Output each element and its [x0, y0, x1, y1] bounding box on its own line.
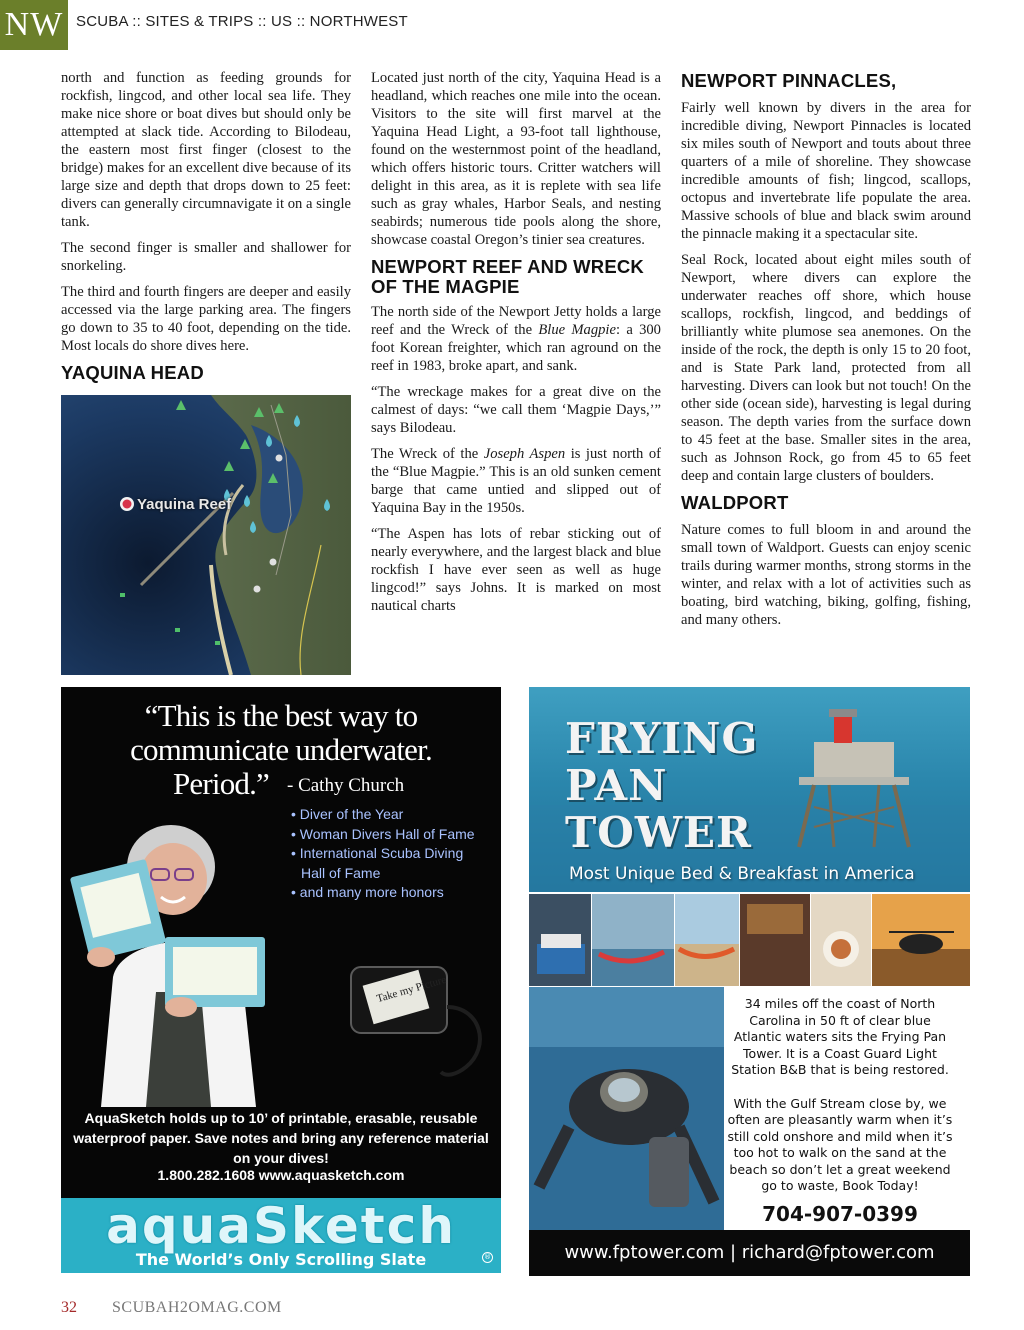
fptower-description — [725, 996, 955, 1212]
paragraph: Fairly well known by divers in the area for incredible diving, Newport Pinnacles is located six miles south of Newport and touts about three quarters of a mile of shoreline. They showcase incredible amounts of fish; lingcod, scallops, octopus and invertebrate life populate the area. Massive schools of blue and black swim around the pinnacle making it a spectacular site. — [681, 100, 971, 242]
section-heading-yaquina-head: YAQUINA HEAD — [61, 362, 204, 383]
paragraph: Located just north of the city, Yaquina Head is a headland, which reaches one mile into the ocean. Visitors to the site will first marvel at the Yaquina Head Light, a 93-foot tall lighthouse, found on the westernmost point of the headland, which offers historic tours. Critter watchers will delight in this area, as it is replete with sea life such as gray whales, Harbor Seals, and nesting seabirds; numerous tide pools along the shore, showcase coastal Oregon’s tinier sea creatures. — [371, 70, 661, 248]
paragraph: With the Gulf Stream close by, we often are pleasantly warm when it’s still cold onshore and mild when it’s too hot to walk on the sand at the beach so don’t let a great weekend go to waste, Book Today! — [727, 1095, 953, 1193]
ad-quote: “This is the best way to communicate underwater. Period.” — [130, 698, 432, 801]
article-column-3 — [681, 69, 971, 637]
section-heading-newport-pinnacles: NEWPORT PINNACLES, — [681, 70, 897, 91]
honors-list — [291, 805, 475, 903]
paragraph: “The wreckage makes for a great dive on the calmest of days: “we call them ‘Magpie Days,’” says Bilodeau. — [371, 384, 661, 436]
paragraph: The second finger is smaller and shallower for snorkeling. — [61, 240, 351, 274]
paragraph: The Wreck of the Joseph Aspen is just north of the “Blue Magpie.” This is an old sunken cement barge that came untied and slipped out of Yaquina Bay in the 1950s. — [371, 446, 661, 516]
paragraph: The north side of the Newport Jetty holds a large reef and the Wreck of the Blue Magpie: a 300 foot Korean freighter, which ran aground on the reef in 1983, broke apart, and sank. — [371, 304, 661, 374]
paragraph: Nature comes to full bloom in and around the small town of Waldport. Guests can enjoy scenic trails during warmer months, strong storms in the winter, and relax with a lot of activities such as boating, bird watching, biking, golfing, fishing, and many others. — [681, 522, 971, 628]
list-item: • International Scuba Diving — [291, 845, 464, 861]
satellite-map-image — [61, 395, 351, 675]
ad-contact[interactable]: 1.800.282.1608 www.aquasketch.com — [157, 1167, 405, 1183]
magazine-site: SCUBAH2OMAG.COM — [112, 1299, 282, 1316]
slate-handwriting: Take my Picture — [375, 973, 448, 1006]
fptower-contact-bar[interactable]: www.fptower.com | richard@fptower.com — [529, 1230, 970, 1276]
frying-pan-tower-advertisement[interactable] — [529, 687, 970, 1276]
paragraph: 34 miles off the coast of North Carolina in 50 ft of clear blue Atlantic waters sits the Frying Pan Tower. It is a Coast Guard Light Station B&B that is being restored. — [731, 996, 949, 1077]
logo-wordmark: aquaSketch — [106, 1197, 456, 1255]
section-heading-newport-reef: NEWPORT REEF AND WRECK OF THE MAGPIE — [371, 256, 644, 297]
section-heading-waldport: WALDPORT — [681, 492, 789, 513]
fptower-title: FRYING PAN TOWER — [565, 714, 759, 857]
fptower-tagline: Most Unique Bed & Breakfast in America — [569, 864, 915, 884]
aquasketch-advertisement[interactable] — [61, 687, 501, 1273]
list-item: • and many more honors — [291, 884, 444, 900]
photo-strip — [529, 894, 970, 986]
aquasketch-logo — [61, 1198, 501, 1273]
ad-description: AquaSketch holds up to 10’ of printable, erasable, reusable waterproof paper. Save notes and bring any reference material on your dives! — [73, 1110, 489, 1166]
page-number: 32 — [61, 1299, 77, 1316]
paragraph: “The Aspen has lots of rebar sticking out of nearly everywhere, and the largest black and blue rockfish I have ever seen as well as huge lingcod!” says Johns. It is marked on most nautical charts — [371, 526, 661, 614]
breadcrumb: SCUBA :: SITES & TRIPS :: US :: NORTHWEST — [76, 13, 408, 30]
map-marker-label: Yaquina Reef — [137, 496, 232, 513]
quote-author: - Cathy Church — [287, 775, 405, 796]
registered-mark: ® — [484, 1253, 491, 1261]
paragraph: north and function as feeding grounds for rockfish, lingcod, and other local sea life. They make nice shore or boat dives but should only be attempted at slack tide. According to Bilodeau, the eastern most first finger (closest to the bridge) makes for an excellent dive because of its large size and depth that drops down to 25 feet: divers can generally circumnavigate it on a single tank. — [61, 70, 351, 230]
list-item: • Woman Divers Hall of Fame — [291, 825, 475, 842]
fptower-phone[interactable]: 704-907-0399 — [762, 1202, 918, 1226]
article-column-2 — [371, 69, 661, 623]
paragraph: The third and fourth fingers are deeper and easily accessed via the large parking area. The fingers go down to 35 to 40 foot, depending on the tide. Most locals do shore dives here. — [61, 284, 351, 354]
logo-tagline: The World’s Only Scrolling Slate — [135, 1250, 427, 1269]
section-badge: NW — [0, 0, 68, 50]
paragraph: Seal Rock, located about eight miles south of Newport, where divers can explore the underwater reaches off shore, which house scallops, rockfish, lingcod, and beddings of brilliantly white plumose sea anemones. On the inside of the rock, the depth is only 15 to 20 foot, and is State Park land, protected from all harvesting. Divers can look but not touch! On the other side (ocean side), harvesting is legal during season. The depth varies from the surface down to 45 feet at the base. Smaller sites in the area, such as Johnson Rock, go from 45 to 65 feet deep and contain large clusters of boulders. — [681, 252, 971, 484]
diver-photo — [529, 987, 724, 1230]
list-item: • Diver of the Year — [291, 806, 404, 822]
list-item: Hall of Fame — [301, 864, 381, 881]
article-column-1 — [61, 69, 351, 391]
yaquina-map — [61, 395, 351, 675]
